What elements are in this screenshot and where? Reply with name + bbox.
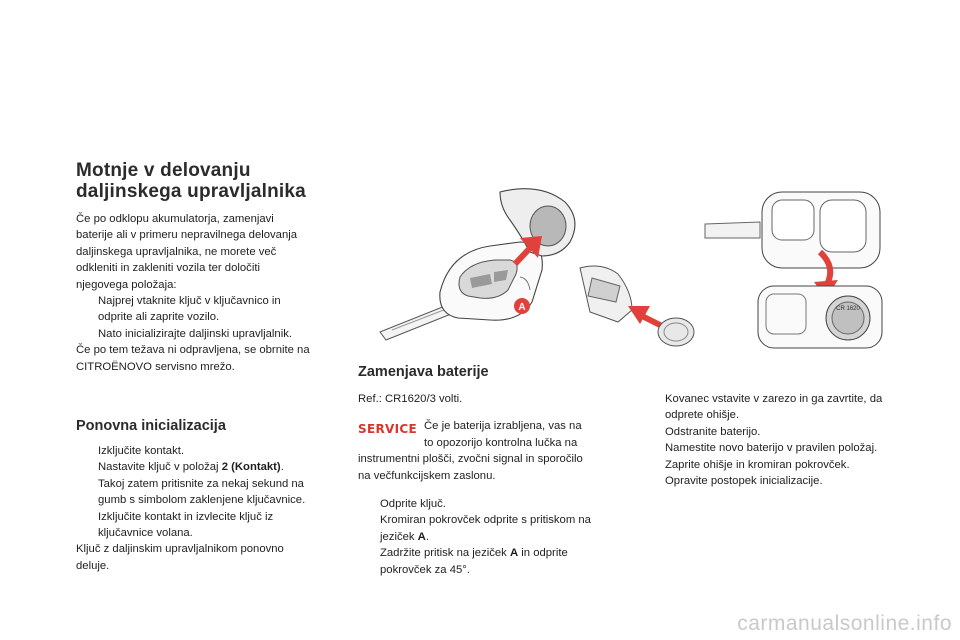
text-span: Nastavite ključ v položaj (98, 461, 222, 474)
text-line: CITROËNOVO servisno mrežo. (76, 360, 235, 373)
text-span: Zadržite pritisk na jeziček (380, 547, 510, 560)
text-line: odprete ohišje. (665, 409, 740, 422)
list-item (358, 545, 628, 578)
text-line: na večfunkcijskem zaslonu. (358, 469, 496, 482)
text-line: instrumentni plošči, zvočni signal in sporočilo (358, 453, 583, 466)
text-line: daljinskega upravljalnika, ne morete več (76, 245, 277, 258)
text-line: njegovega položaja: (76, 278, 177, 291)
list-item (643, 424, 913, 440)
text-line: Kovanec vstavite v zarezo in ga zavrtite, da (665, 393, 883, 405)
list-item (76, 476, 346, 509)
text-line: Nato inicializirajte daljinski upravljalnik. (98, 327, 293, 340)
battery-label: CR 1620 (836, 306, 860, 312)
text-line (380, 545, 628, 561)
list-item (76, 293, 346, 326)
service-warning-icon: SERVICE (358, 422, 417, 437)
battery-illustration (700, 182, 892, 352)
text-line: Če je baterija izrabljena, vas na (424, 420, 582, 433)
key-opening-illustration (370, 182, 700, 352)
text-line: Ključ z daljinskim upravljalnikom ponovno (76, 543, 284, 556)
section-battery-replacement (358, 364, 628, 578)
text-line: deluje. (76, 559, 110, 572)
label-a-text: A (518, 302, 526, 313)
list-item (358, 512, 628, 545)
section-title: Zamenjava baterije (358, 364, 489, 380)
text-line: Takoj zatem pritisnite za nekaj sekund na (98, 477, 304, 490)
section-title: Ponovna inicializacija (76, 418, 226, 434)
list-item (358, 496, 628, 512)
text-line: Če po odklopu akumulatorja, zamenjavi (76, 213, 274, 225)
list-item (643, 391, 913, 424)
tab-label: A (417, 530, 426, 543)
text-line: gumb s simbolom zaklenjene ključavnice. (98, 494, 306, 507)
list-item (643, 440, 913, 456)
text-line: Zaprite ohišje in kromiran pokrovček. (665, 458, 850, 471)
list-item (76, 509, 346, 542)
key-top-view (705, 192, 880, 268)
intro-paragraph (76, 211, 346, 293)
text-line: Najprej vtaknite ključ v ključavnico in (98, 295, 281, 308)
text-line: Odprite ključ. (380, 498, 446, 511)
list-item (76, 459, 346, 475)
label-a-icon (514, 298, 530, 314)
text-line: odkleniti in zakleniti vozila ter določiti (76, 262, 260, 275)
section-title (76, 160, 346, 202)
text-line: to opozorijo kontrolna lučka na (424, 436, 578, 449)
section-reinitialization (76, 418, 346, 574)
title-line: Motnje v delovanju (76, 160, 251, 181)
text-span: in odprite (518, 547, 568, 560)
text-line: Če po tem težava ni odpravljena, se obrnite na (76, 344, 310, 357)
service-warning (358, 418, 628, 484)
list-item (643, 457, 913, 473)
coin-icon (658, 318, 694, 346)
text-line (98, 459, 346, 475)
text-line: Izključite kontakt in izvlecite ključ iz (98, 510, 274, 523)
list-item (76, 443, 346, 459)
list-item (643, 473, 913, 489)
text-line (380, 529, 628, 545)
position-label: 2 (Kontakt) (221, 461, 281, 474)
text-line: pokrovček za 45°. (380, 563, 470, 576)
text-line: ključavnice volana. (98, 527, 193, 540)
list-item (76, 326, 346, 342)
text-line: Kromiran pokrovček odprite s pritiskom na (380, 514, 591, 527)
watermark: carmanualsonline.info (737, 612, 952, 635)
text-line: odprite ali zaprite vozilo. (98, 311, 220, 324)
text-line: Opravite postopek inicializacije. (665, 475, 823, 488)
battery-reference: Ref.: CR1620/3 volti. (358, 393, 463, 405)
text-span: . (425, 530, 429, 543)
battery-compartment (758, 286, 882, 348)
tab-label: A (509, 547, 519, 560)
title-line: daljinskega upravljalnika (76, 181, 306, 202)
text-line: Odstranite baterijo. (665, 425, 761, 438)
section-remote-malfunction (76, 160, 346, 375)
open-key-casing (580, 266, 632, 322)
text-span: jeziček (380, 530, 418, 543)
text-line: Namestite novo baterijo v pravilen položaj. (665, 442, 878, 455)
battery-steps-right (643, 391, 913, 489)
text-line: baterije ali v primeru nepravilnega delovanja (76, 229, 298, 242)
text-span: . (280, 461, 284, 474)
text-line: Izključite kontakt. (98, 445, 185, 457)
